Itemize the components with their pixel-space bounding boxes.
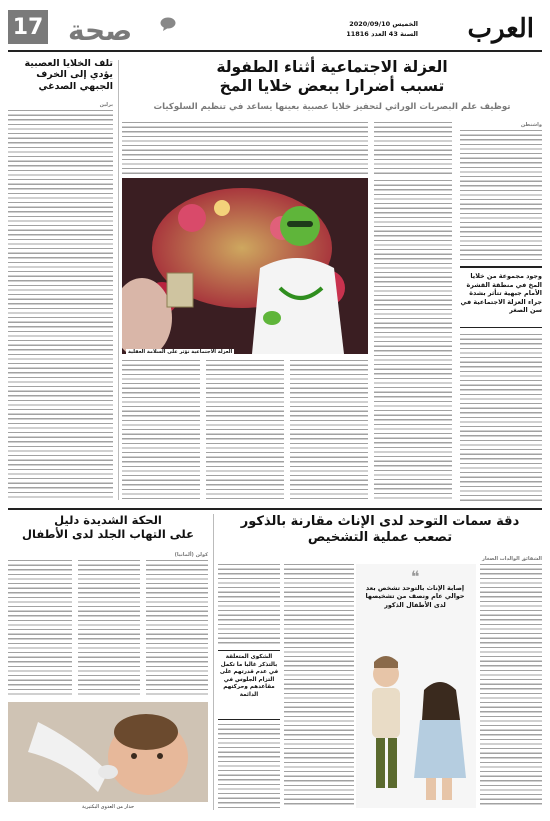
side-story-headline[interactable] [8,58,113,92]
eczema-story-headline[interactable] [8,514,208,542]
eczema-photo[interactable] [8,702,208,802]
top-story-subheadline: توظيف علم البصريات الوراثي لتحفيز خلايا عصبية بعينها يساعد في تنظيم السلوكيات [153,102,511,112]
autism-story-lead: الشقائق الوالدات الصغار [481,556,542,562]
top-story-headline[interactable] [122,58,542,95]
children-photo[interactable] [356,564,476,808]
top-story-bottom-col-b [206,360,284,502]
speech-bubble-icon [160,16,176,30]
top-story-column-2 [374,122,452,176]
top-story-right-body [460,334,542,502]
top-story-quote-text: وجود مجموعة من خلايا المخ في منطقة القشرة الأمام جبهية تتأثر بشدة جراء العزلة الاجتماعية في سن الصغر [460,272,542,314]
autism-story [218,514,542,813]
autism-col-a [480,564,542,808]
autism-headline-line1: دقة سمات التوحد لدى الإناث مقارنة بالذكور [240,514,520,529]
eczema-photo-illustration [8,702,208,802]
autism-col-b [284,564,354,808]
eczema-headline-line1: الحكة الشديدة دليل [54,513,162,527]
top-story [122,58,542,504]
masthead-issue: السنة 43 العدد 11816 [346,30,418,38]
top-story-intro-body [460,130,542,260]
autism-story-headline[interactable] [218,514,542,545]
eczema-col-a [146,560,208,696]
side-headline-line1: تلف الخلايا العصبية [24,58,113,69]
side-story [8,58,113,504]
eczema-story-lead: كولن (ألمانيا) [174,552,208,558]
children-photo-quote [360,567,470,609]
side-headline-line2: يؤدي إلى الخرف [36,69,113,81]
scientist-photo[interactable] [122,178,368,354]
top-headline-line2: تسبب أضرارا ببعض خلايا المخ [219,76,445,95]
scientist-photo-illustration [122,178,368,354]
side-story-body [8,110,113,500]
eczema-headline-line2: على التهاب الجلد لدى الأطفال [22,526,194,541]
autism-box-quote [218,650,280,720]
newspaper-page [8,8,542,813]
top-story-quote [460,266,542,328]
eczema-col-c [8,560,72,696]
eczema-col-b [78,560,140,696]
autism-col-c-top [218,564,280,646]
top-story-column-3 [122,122,368,176]
masthead-logo[interactable]: العرب [467,14,534,44]
autism-box-quote-text: الشكوى المتعلقة بالتذكر غالبا ما تكمل في عدم قدرتهم على التزام الجلوس في مقاعدهم وحركتهم الدائمة [219,654,279,698]
top-story-bottom-col-a [122,360,200,502]
top-story-column-4 [374,180,452,502]
scientist-photo-caption: العزلة الاجتماعية تؤثر على السلامة العقلية [128,349,233,354]
eczema-photo-caption: حذار من العدوى البكتيرية [81,804,135,810]
section-title: صحة [68,14,133,47]
side-headline-line3: الجبهي الصدغي [38,80,113,92]
autism-headline-line2: تصعب عملية التشخيص [307,529,453,545]
top-story-bottom-col-c [290,360,368,502]
side-story-lead: برلين [99,102,113,108]
page-number-box [8,10,48,44]
autism-col-c-bottom [218,724,280,808]
masthead-date: الخميس 2020/09/10 [349,20,418,28]
masthead [8,8,542,54]
quote-mark-icon: ❝ [410,567,420,586]
children-photo-quote-text: إصابة الإناث بالتوحد تشخص بعد حوالي عام ونصف من تشخيصها لدى الأطفال الذكور [365,584,465,609]
top-headline-line1: العزلة الاجتماعية أثناء الطفولة [216,58,448,76]
page-number: 17 [12,14,44,40]
top-story-lead: واشنطن [520,122,542,128]
eczema-story [8,514,208,813]
